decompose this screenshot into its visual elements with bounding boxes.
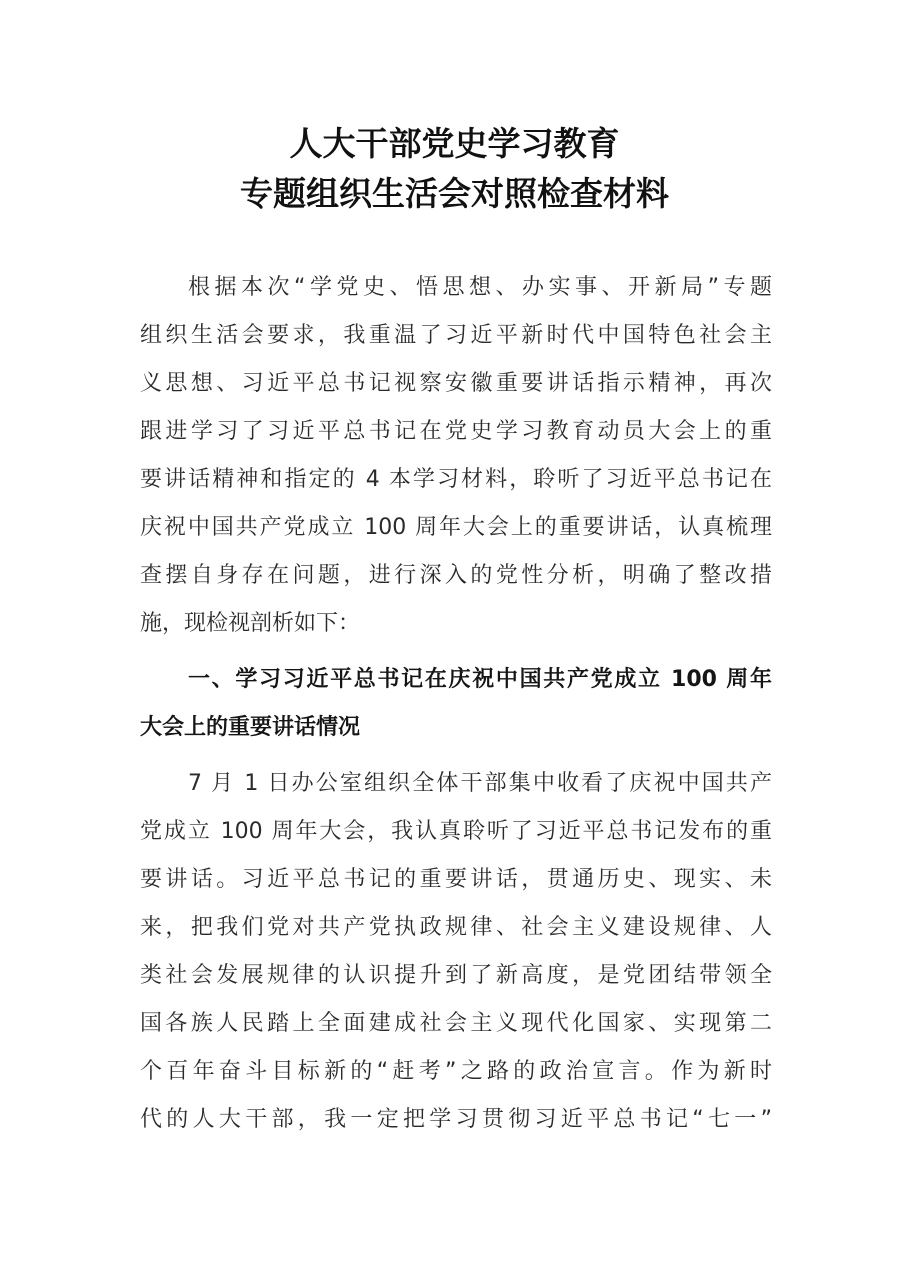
paragraph-1-line: 根据本次“学党史、悟思想、办实事、开新局”专题 — [188, 275, 772, 300]
paragraph-1-line: 跟进学习了习近平总书记在党史学习教育动员大会上的重 — [140, 419, 772, 444]
paragraph-2-line: 来，把我们党对共产党执政规律、社会主义建设规律、人 — [140, 915, 772, 940]
document-title-line-2: 专题组织生活会对照检查材料 — [240, 174, 669, 213]
paragraph-2-line: 个百年奋斗目标新的“赶考”之路的政治宣言。作为新时 — [140, 1059, 772, 1084]
section-heading-1-line: 大会上的重要讲话情况 — [140, 715, 361, 740]
document-title-line-1: 人大干部党史学习教育 — [289, 124, 620, 163]
paragraph-2-line: 类社会发展规律的认识提升到了新高度，是党团结带领全 — [140, 963, 772, 988]
paragraph-1-line: 组织生活会要求，我重温了习近平新时代中国特色社会主 — [140, 323, 772, 348]
paragraph-2-line: 要讲话。习近平总书记的重要讲话，贯通历史、现实、未 — [140, 867, 772, 892]
paragraph-1-line: 庆祝中国共产党成立 100 周年大会上的重要讲话，认真梳理 — [140, 515, 772, 540]
section-heading-1-line: 一、学习习近平总书记在庆祝中国共产党成立 100 周年 — [188, 667, 772, 692]
paragraph-2-line: 国各族人民踏上全面建成社会主义现代化国家、实现第二 — [140, 1011, 772, 1036]
paragraph-1-line: 义思想、习近平总书记视察安徽重要讲话指示精神，再次 — [140, 371, 772, 396]
paragraph-2-line: 党成立 100 周年大会，我认真聆听了习近平总书记发布的重 — [140, 819, 772, 844]
paragraph-2-line: 代的人大干部，我一定把学习贯彻习近平总书记“七一” — [140, 1107, 772, 1132]
paragraph-2-line: 7 月 1 日办公室组织全体干部集中收看了庆祝中国共产 — [188, 771, 772, 796]
paragraph-1-line: 施，现检视剖析如下： — [140, 611, 361, 636]
paragraph-1-line: 查摆自身存在问题，进行深入的党性分析，明确了整改措 — [140, 563, 772, 588]
paragraph-1-line: 要讲话精神和指定的 4 本学习材料，聆听了习近平总书记在 — [140, 467, 772, 492]
